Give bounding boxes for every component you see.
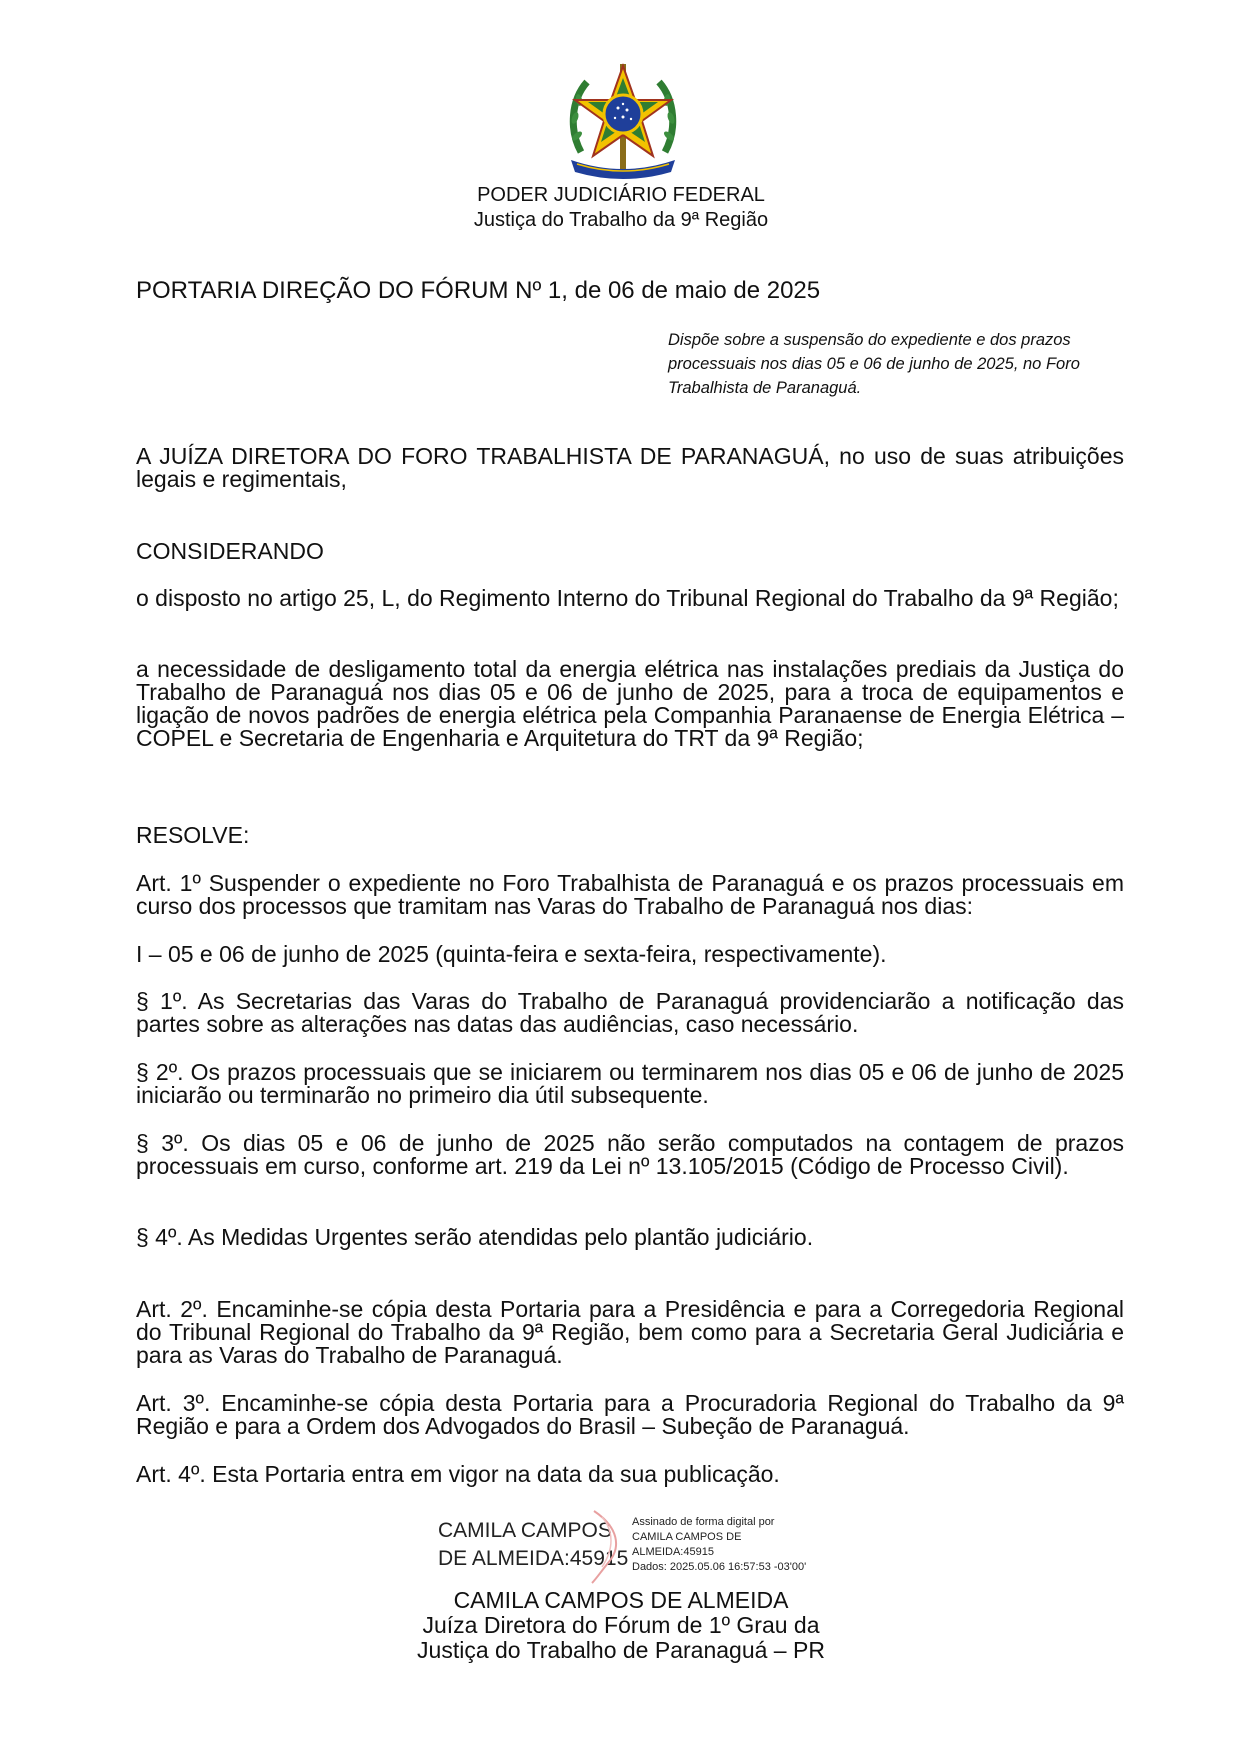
document-title: PORTARIA DIREÇÃO DO FÓRUM Nº 1, de 06 de maio de 2025 bbox=[136, 277, 821, 304]
document-summary: Dispõe sobre a suspensão do expediente e dos prazos processuais nos dias 05 e 06 de junho de 2025, no Foro Trabalhista de Paranaguá. bbox=[668, 331, 1080, 397]
signature-mark-icon bbox=[588, 1507, 628, 1585]
article-1-paragraph-2: § 2º. Os prazos processuais que se iniciarem ou terminarem nos dias 05 e 06 de junho de 2025 iniciarão ou terminarão no primeiro dia útil subsequente. bbox=[136, 1059, 1124, 1108]
article-1-paragraph-3: § 3º. Os dias 05 e 06 de junho de 2025 não serão computados na contagem de prazos processuais em curso, conforme art. 219 da Lei nº 13.105/2015 (Código de Processo Civil). bbox=[136, 1130, 1124, 1179]
signature-detail-2: CAMILA CAMPOS DE bbox=[632, 1531, 742, 1543]
intro-paragraph: A JUÍZA DIRETORA DO FORO TRABALHISTA DE PARANAGUÁ, no uso de suas atribuições legais e regimentais, bbox=[136, 443, 1124, 492]
article-3: Art. 3º. Encaminhe-se cópia desta Portaria para a Procuradoria Regional do Trabalho da 9ª Região e para a Ordem dos Advogados do Brasil – Subeção de Paranaguá. bbox=[136, 1390, 1124, 1439]
article-1-paragraph-4: § 4º. As Medidas Urgentes serão atendidas pelo plantão judiciário. bbox=[136, 1224, 814, 1250]
brazil-coat-of-arms-icon bbox=[563, 60, 683, 182]
article-2: Art. 2º. Encaminhe-se cópia desta Portaria para a Presidência e para a Corregedoria Regional do Tribunal Regional do Trabalho da 9ª Região, bem como para a Secretaria Geral Judiciária e para as Varas do Trabalho de Paranaguá. bbox=[136, 1296, 1124, 1368]
signature-detail-3: ALMEIDA:45915 bbox=[632, 1546, 714, 1558]
resolve-heading: RESOLVE: bbox=[136, 822, 250, 848]
institution-subname: Justiça do Trabalho da 9ª Região bbox=[473, 209, 769, 231]
institution-name: PODER JUDICIÁRIO FEDERAL bbox=[477, 184, 765, 206]
article-1-paragraph-1: § 1º. As Secretarias das Varas do Trabalho de Paranaguá providenciarão a notificação das partes sobre as alterações nas datas das audiências, caso necessário. bbox=[136, 988, 1124, 1037]
considerando-item-2: a necessidade de desligamento total da energia elétrica nas instalações prediais da Justiça do Trabalho de Paranaguá nos dias 05 e 06 de junho de 2025, para a troca de equipamentos e ligação de novos padrões de energia elétrica pela Companhia Paranaense de Energia Elétrica – COPEL e Secretaria de Engenharia e Arquitetura do TRT da 9ª Região; bbox=[136, 656, 1124, 751]
signatory-role-line-2: Justiça do Trabalho de Paranaguá – PR bbox=[417, 1637, 825, 1663]
considerando-heading: CONSIDERANDO bbox=[136, 538, 324, 564]
digital-signature bbox=[438, 1507, 828, 1583]
signatory-role-line-1: Juíza Diretora do Fórum de 1º Grau da bbox=[422, 1612, 820, 1638]
signature-detail-1: Assinado de forma digital por bbox=[632, 1516, 775, 1528]
considerando-item-1: o disposto no artigo 25, L, do Regimento Interno do Tribunal Regional do Trabalho da 9ª Região; bbox=[136, 585, 1119, 611]
institution-header bbox=[0, 183, 1242, 233]
signature-detail-4: Dados: 2025.05.06 16:57:53 -03'00' bbox=[632, 1561, 807, 1573]
article-4: Art. 4º. Esta Portaria entra em vigor na data da sua publicação. bbox=[136, 1461, 780, 1487]
article-1-inciso-1: I – 05 e 06 de junho de 2025 (quinta-feira e sexta-feira, respectivamente). bbox=[136, 941, 887, 967]
article-1: Art. 1º Suspender o expediente no Foro Trabalhista de Paranaguá e os prazos processuais em curso dos processos que tramitam nas Varas do Trabalho de Paranaguá nos dias: bbox=[136, 870, 1124, 919]
signature-name-line-2: DE ALMEIDA:45915 bbox=[438, 1547, 629, 1570]
signature-details bbox=[632, 1515, 806, 1575]
signatory-name: CAMILA CAMPOS DE ALMEIDA bbox=[453, 1587, 789, 1613]
signature-name-line-1: CAMILA CAMPOS bbox=[438, 1519, 612, 1542]
signatory-block bbox=[0, 1588, 1242, 1663]
